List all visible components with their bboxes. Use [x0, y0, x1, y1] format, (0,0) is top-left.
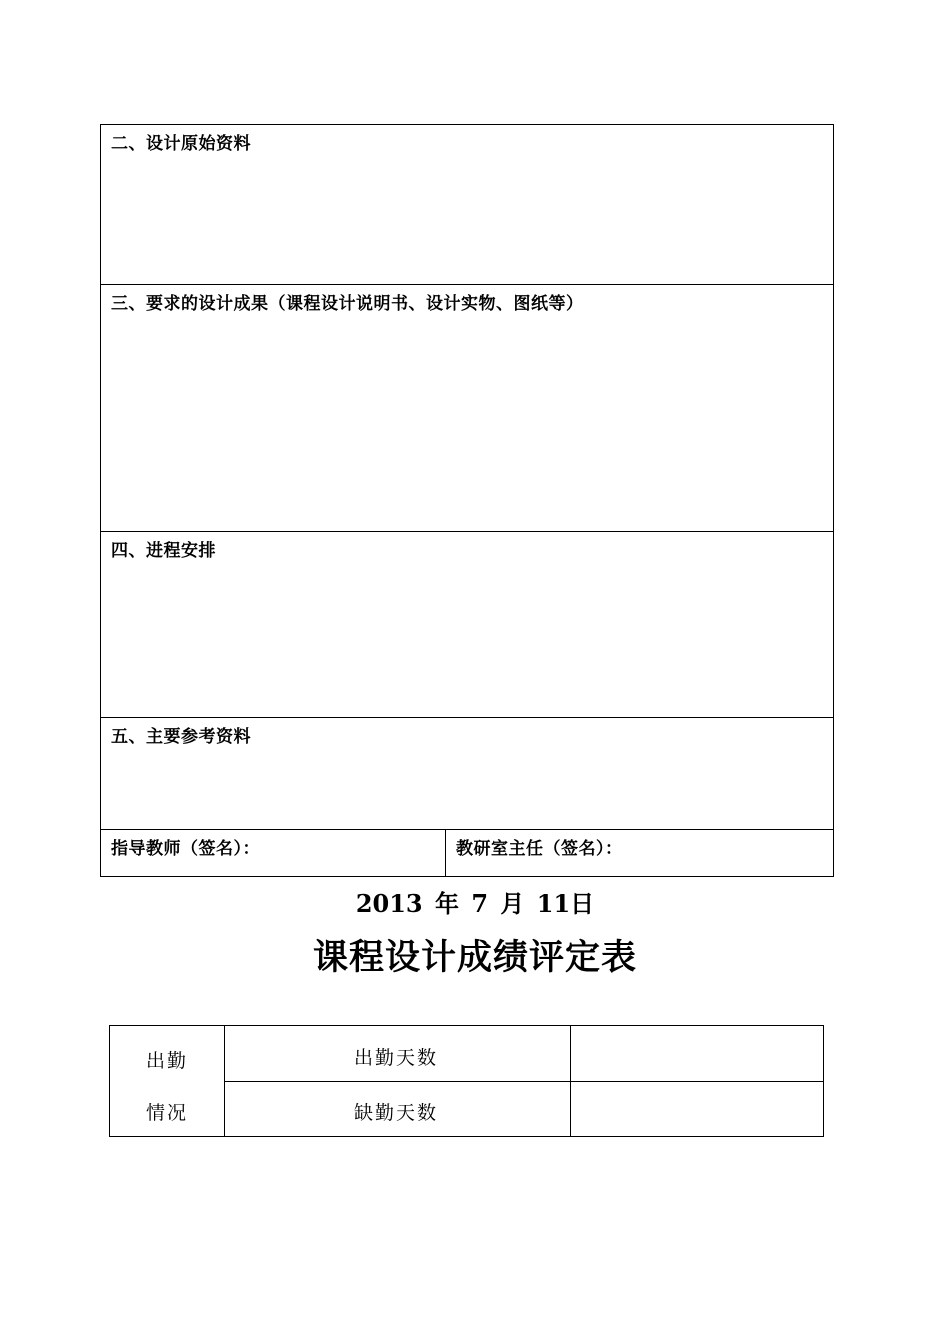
section-divider: [101, 717, 833, 718]
section-divider: [101, 284, 833, 285]
section-references-label: 五、主要参考资料: [111, 727, 251, 747]
section-divider: [101, 531, 833, 532]
advisor-signature-label: 指导教师（签名）：: [111, 839, 260, 859]
page-title: 课程设计成绩评定表: [312, 937, 637, 978]
director-signature-label: 教研室主任（签名）：: [456, 839, 623, 859]
attendance-days-label: 出勤天数: [354, 1047, 439, 1069]
signature-column-divider: [445, 829, 446, 877]
attendance-days-value[interactable]: [570, 1026, 823, 1081]
attendance-group-label-line2: 情况: [146, 1102, 189, 1124]
section-original-materials-label: 二、设计原始资料: [111, 134, 251, 154]
section-schedule-label: 四、进程安排: [111, 541, 216, 561]
task-form-table: [100, 124, 834, 877]
section-design-results-label: 三、要求的设计成果（课程设计说明书、设计实物、图纸等）: [111, 294, 584, 314]
attendance-table: [109, 1025, 824, 1137]
absence-days-value[interactable]: [570, 1082, 823, 1137]
absence-days-label: 缺勤天数: [354, 1102, 439, 1124]
section-divider: [101, 829, 833, 830]
attendance-group-label-line1: 出勤: [146, 1050, 189, 1072]
date-line: 2013 年 7 月 11日: [355, 889, 595, 918]
